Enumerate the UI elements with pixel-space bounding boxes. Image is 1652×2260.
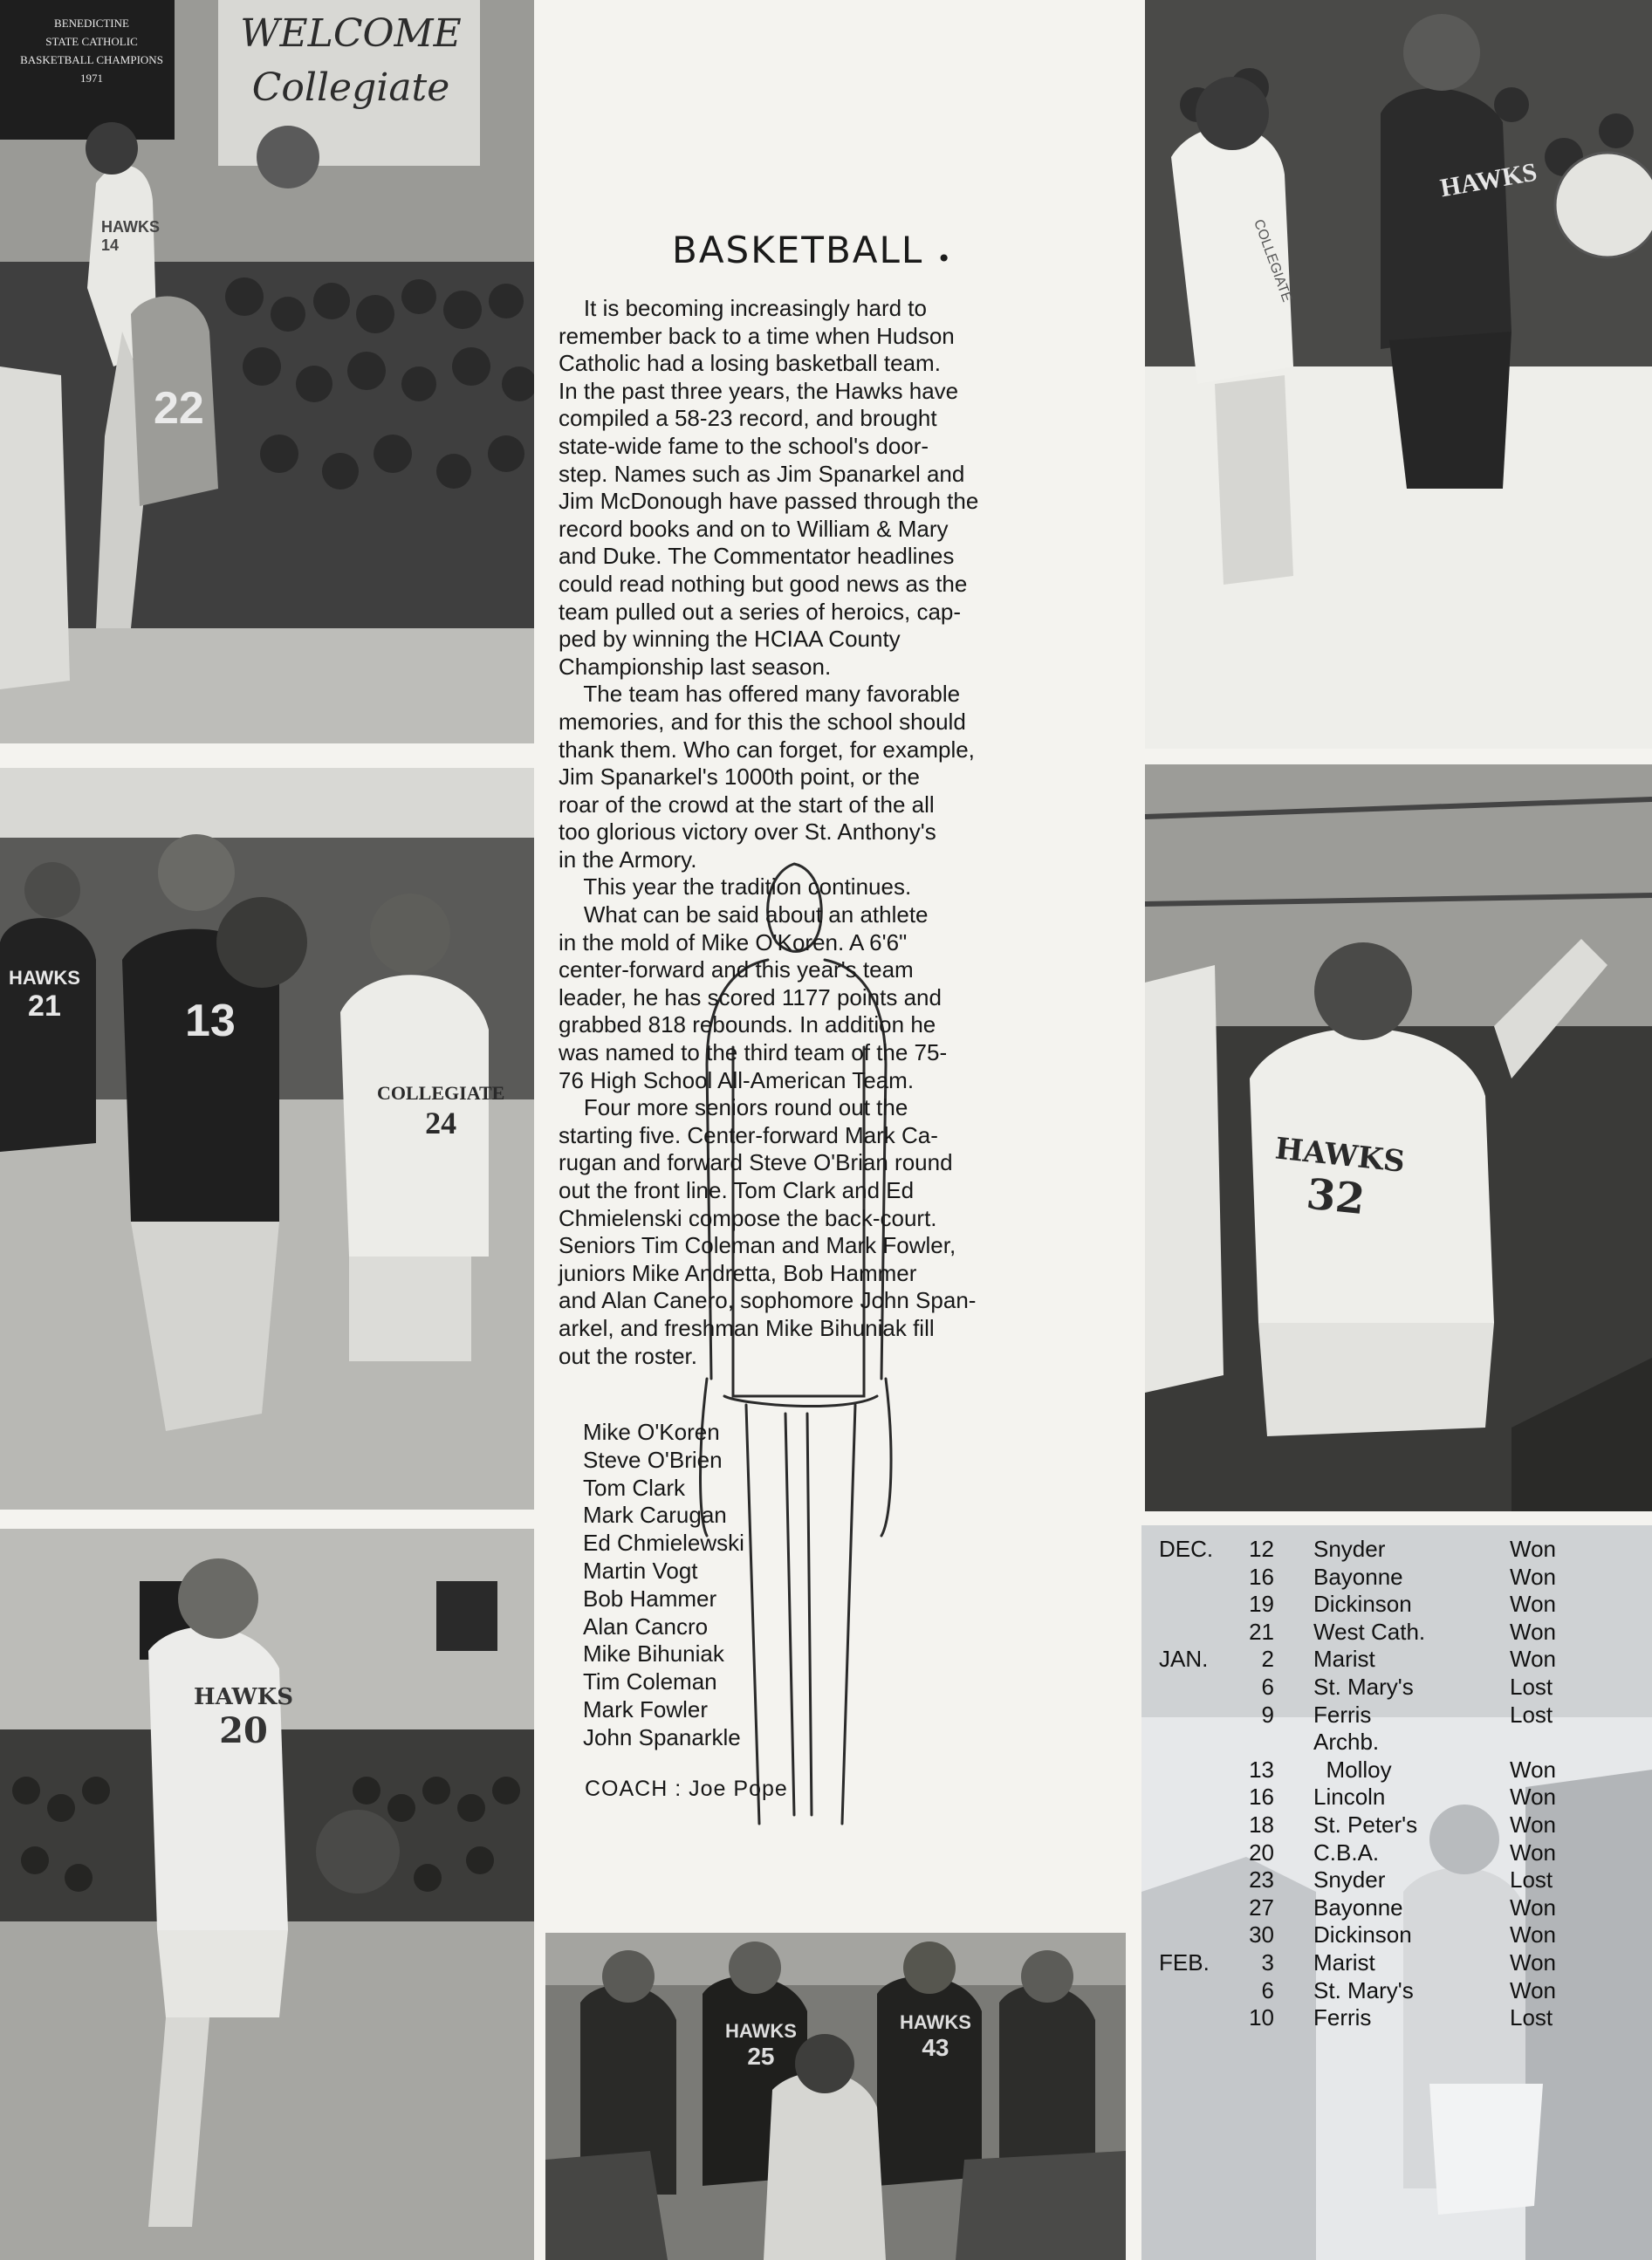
schedule-opponent: C.B.A. [1313,1839,1380,1866]
schedule-table [1134,1536,1588,2032]
article-line: arkel, and freshman Mike Bihuniak fill [559,1314,935,1341]
photo-layup-welcome [0,0,534,743]
schedule-opponent: Snyder [1313,1866,1386,1894]
schedule-row [1134,1839,1588,1867]
jersey-text [900,2011,971,2062]
article-line: Catholic had a losing basketball team. [559,350,941,377]
article-line: What can be said about an athlete [559,901,929,928]
schedule-result: Won [1510,1811,1556,1838]
schedule-day: 13 [1249,1756,1274,1783]
article-line: This year the tradition continues. [559,873,912,901]
article-body [559,295,1091,1370]
article-line: was named to the third team of the 75- [559,1039,948,1066]
jersey-number: 20 [219,1710,268,1751]
article-line: Jim McDonough have passed through the [559,488,979,515]
schedule-opponent: Ferris [1313,1701,1372,1728]
jersey-number: 43 [922,2034,949,2061]
schedule-result: Won [1510,1921,1556,1948]
article-line: compiled a 58-23 record, and brought [559,405,937,432]
article-line: record books and on to William & Mary [559,515,949,542]
photo-hawks-20-dribble [0,1529,534,2260]
schedule-opponent: St. Peter's [1313,1811,1418,1838]
article-line: out the front line. Tom Clark and Ed [559,1177,915,1203]
roster-player: Ed Chmielewski [583,1530,744,1557]
schedule-opponent: Molloy [1313,1756,1392,1783]
schedule-day: 9 [1261,1701,1274,1728]
article-line: It is becoming increasingly hard to [559,295,927,321]
schedule-opponent: Ferris [1313,2004,1372,2031]
schedule-row [1134,1729,1588,1757]
schedule-opponent: Snyder [1313,1536,1386,1562]
schedule-row [1134,1949,1588,1977]
article-line: grabbed 818 rebounds. In addition he [559,1011,936,1038]
article-line: could read nothing but good news as the [559,570,968,597]
article-line: leader, he has scored 1177 points and [559,983,942,1010]
jersey-number: 32 [1304,1169,1368,1225]
wall-collegiate: Collegiate [251,65,450,110]
schedule-result: Won [1510,1784,1556,1811]
banner-line: 1971 [80,72,103,85]
roster-player: Martin Vogt [583,1557,698,1584]
schedule-result: Won [1510,1563,1556,1590]
banner-line: STATE CATHOLIC [45,35,138,48]
schedule-result: Won [1510,1646,1556,1673]
schedule-row [1134,1811,1588,1839]
schedule-day: 3 [1261,1948,1274,1976]
schedule-row [1134,1757,1588,1784]
roster-player: John Spanarkle [583,1723,741,1750]
jersey-number: 24 [425,1106,457,1140]
jersey-text [725,2020,797,2071]
jersey-name: HAWKS [900,2011,971,2033]
article-line: and Duke. The Commentator headlines [559,543,955,570]
schedule-row [1134,1921,1588,1949]
article-line: state-wide fame to the school's door- [559,432,929,459]
article-line: starting five. Center-forward Mark Ca- [559,1121,938,1148]
schedule-opponent: St. Mary's [1313,1976,1414,2003]
roster-player: Tim Coleman [583,1668,717,1695]
banner-line: BENEDICTINE [54,17,129,30]
schedule-day: 16 [1249,1784,1274,1811]
article-line: Championship last season. [559,653,832,680]
banner-line: BASKETBALL CHAMPIONS [20,53,163,66]
roster-player: Mike Bihuniak [583,1640,724,1668]
jersey-name: HAWKS [101,218,160,236]
roster-list [583,1419,871,1752]
schedule-day: 6 [1261,1673,1274,1700]
schedule-row [1134,1564,1588,1592]
schedule-day: 20 [1249,1839,1274,1866]
roster-player: Alan Cancro [583,1613,709,1640]
schedule-row [1134,1702,1588,1729]
schedule-month: FEB. [1159,1948,1210,1976]
schedule-day: 2 [1261,1646,1274,1673]
article-line: Chmielenski compose the back-court. [559,1204,937,1231]
article-line: out the roster. [559,1342,697,1369]
schedule-result: Won [1510,1894,1556,1921]
schedule-opponent: Dickinson [1313,1921,1412,1948]
article-line: thank them. Who can forget, for example, [559,736,975,763]
schedule-result: Lost [1510,1701,1553,1728]
schedule-day: 30 [1249,1921,1274,1948]
schedule-result: Won [1510,1536,1556,1562]
article-line: team pulled out a series of heroics, cap- [559,598,962,625]
schedule-day: 16 [1249,1563,1274,1590]
article-line: Jim Spanarkel's 1000th point, or the [559,764,920,791]
article-line: Seniors Tim Coleman and Mark Fowler, [559,1232,956,1259]
schedule-row [1134,1591,1588,1619]
article-line: center-forward and this year's team [559,956,914,983]
schedule-opponent: Dickinson [1313,1591,1412,1618]
schedule-row [1134,1619,1588,1647]
schedule-day: 21 [1249,1618,1274,1645]
schedule-month: JAN. [1159,1646,1209,1673]
roster-player: Mike O'Koren [583,1419,720,1445]
jersey-name: HAWKS [194,1684,294,1710]
jersey-name: COLLEGIATE [377,1082,505,1104]
photo-team-huddle [545,1933,1126,2260]
article-line: in the mold of Mike O'Koren. A 6'6" [559,928,908,955]
article-line: step. Names such as Jim Spanarkel and [559,460,965,487]
schedule-day: 6 [1261,1976,1274,2003]
schedule-row [1134,1646,1588,1674]
schedule-result: Won [1510,1591,1556,1618]
jersey-name: COLLEGIATE [1251,217,1295,305]
schedule-day: 27 [1249,1894,1274,1921]
photo-hawks-drive [1145,0,1652,749]
jersey-text [101,218,160,255]
schedule-day: 12 [1249,1536,1274,1562]
schedule-opponent: Marist [1313,1646,1375,1673]
schedule-opponent: Lincoln [1313,1784,1386,1811]
schedule-opponent: St. Mary's [1313,1673,1414,1700]
schedule-result: Won [1510,1756,1556,1783]
article-line: rugan and forward Steve O'Brian round [559,1149,953,1176]
jersey-text [194,1684,293,1751]
schedule-result: Lost [1510,2004,1553,2031]
jersey-number: 25 [747,2043,775,2070]
schedule-opponent: Bayonne [1313,1894,1403,1921]
article-line: and Alan Canero, sophomore John Span- [559,1287,977,1314]
article-line: roar of the crowd at the start of the all [559,791,935,818]
schedule-result: Lost [1510,1866,1553,1894]
schedule-row [1134,1674,1588,1702]
schedule-row [1134,1894,1588,1922]
schedule-result: Lost [1510,1673,1553,1700]
photo-banner-text [17,14,166,87]
jersey-number: 14 [101,236,120,254]
schedule-day: 18 [1249,1811,1274,1838]
schedule-row [1134,1866,1588,1894]
coach-line [585,1777,788,1802]
schedule-result: Won [1510,1948,1556,1976]
article-line: The team has offered many favorable [559,681,961,708]
schedule-row [1134,2004,1588,2032]
jersey-name: HAWKS [725,2020,797,2042]
schedule-opponent: Archb. [1313,1729,1380,1756]
roster-player: Mark Fowler [583,1695,709,1722]
schedule-row [1134,1977,1588,2005]
photo-wall-text [229,7,473,115]
jersey-name: HAWKS [1437,157,1539,203]
schedule-result: Won [1510,1976,1556,2003]
page-title-row [672,229,1021,281]
jersey-name: HAWKS [1273,1131,1407,1180]
article-line: too glorious victory over St. Anthony's [559,818,936,846]
schedule-result: Won [1510,1839,1556,1866]
schedule-day: 10 [1249,2004,1274,2031]
article-line: Four more seniors round out the [559,1094,908,1121]
coach-name: Joe Pope [689,1777,788,1801]
article-line: In the past three years, the Hawks have [559,377,959,404]
jersey-number: 22 [154,383,204,434]
article-line: juniors Mike Andretta, Bob Hammer [559,1259,917,1286]
schedule-result: Won [1510,1618,1556,1645]
roster-player: Bob Hammer [583,1585,717,1612]
article-line: memories, and for this the school should [559,708,966,735]
title-bullet: • [936,244,951,273]
jersey-name: HAWKS [9,967,80,989]
wall-welcome: WELCOME [240,11,462,56]
photo-hawks-32-rebound [1145,764,1652,1511]
schedule-month: DEC. [1159,1536,1214,1562]
page-title: BASKETBALL [672,229,924,271]
photo-hawks-13-collegiate-24 [0,768,534,1510]
jersey-number: 13 [185,996,236,1046]
coach-label: COACH : [585,1777,682,1801]
roster-player: Steve O'Brien [583,1446,723,1473]
schedule-day: 23 [1249,1866,1274,1894]
schedule-row [1134,1784,1588,1811]
schedule-row [1134,1536,1588,1564]
jersey-number: 21 [28,990,61,1023]
schedule-opponent: West Cath. [1313,1618,1426,1645]
jersey-text [377,1082,504,1141]
jersey-text [9,967,80,1024]
article-line: in the Armory. [559,846,697,873]
schedule-opponent: Marist [1313,1948,1375,1976]
schedule-day: 19 [1249,1591,1274,1618]
jersey-text [1268,1131,1406,1228]
roster-player: Mark Carugan [583,1502,727,1529]
schedule-opponent: Bayonne [1313,1563,1403,1590]
article-line: 76 High School All-American Team. [559,1066,915,1093]
article-line: remember back to a time when Hudson [559,322,955,349]
roster-player: Tom Clark [583,1474,686,1501]
article-line: ped by winning the HCIAA County [559,626,901,653]
